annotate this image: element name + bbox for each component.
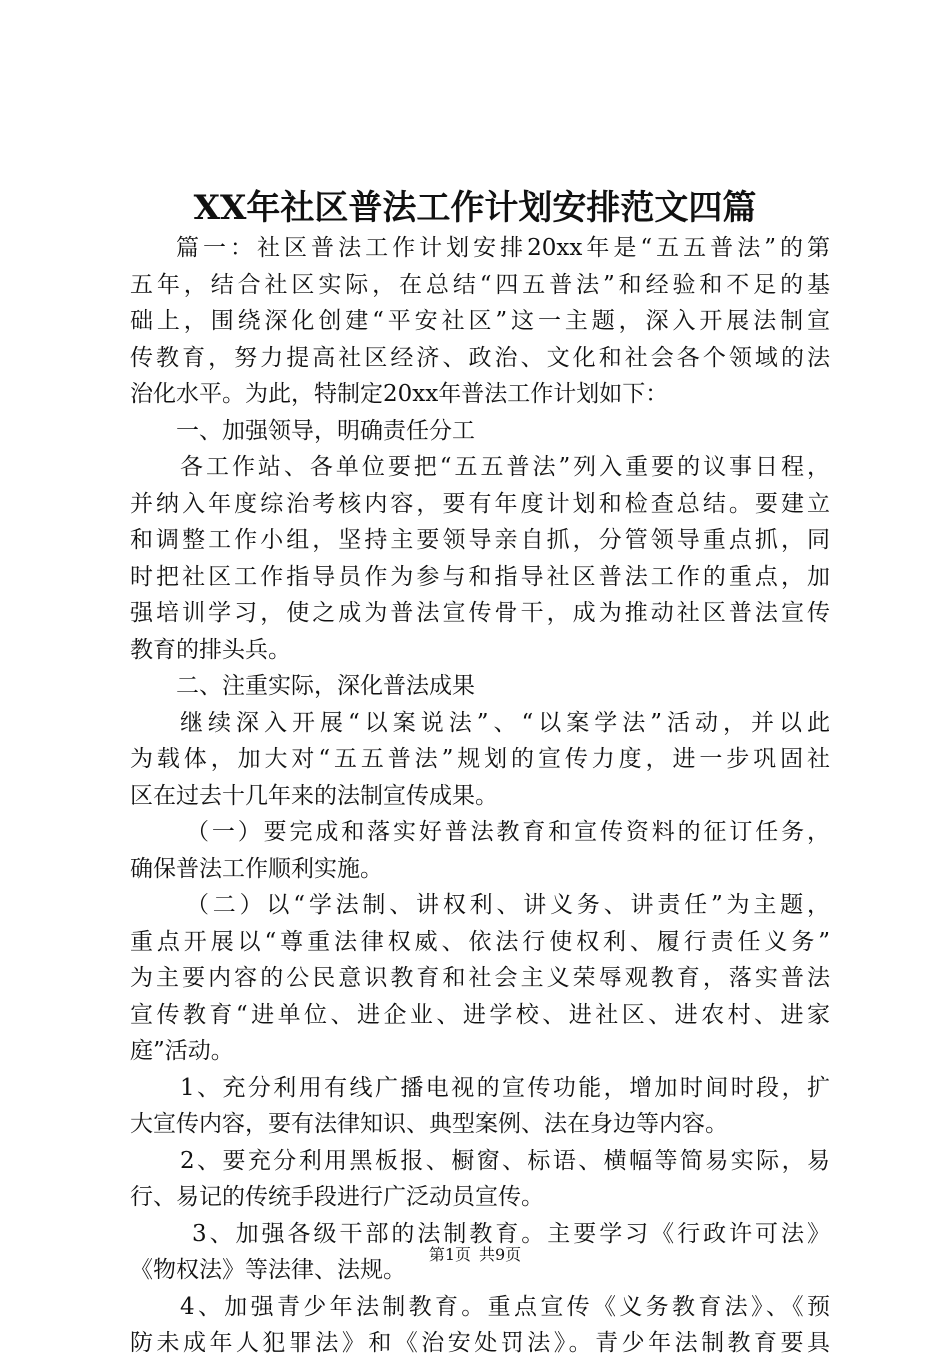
page-number: 第1页: [428, 1245, 471, 1264]
paragraph-line: （二）以“学法制、讲权利、讲义务、讲责任”为主题，: [186, 892, 830, 918]
paragraph-line: 大宣传内容，要有法律知识、典型案例、法在身边等内容。: [130, 1111, 728, 1137]
paragraph-line: 重点开展以“尊重法律权威、依法行使权利、履行责任义务”: [130, 928, 830, 955]
paragraph-line: 继续深入开展“以案说法”、“以案学法”活动，并以此: [180, 709, 830, 736]
paragraph-line: 础上，围绕深化创建“平安社区”这一主题，深入开展法制宣: [130, 308, 830, 334]
paragraph-line: 传教育，努力提高社区经济、政治、文化和社会各个领域的法: [130, 344, 830, 371]
paragraph-line: 宣传教育“进单位、进企业、进学校、进社区、进农村、进家: [130, 1001, 830, 1028]
document-body: [130, 230, 830, 1362]
page-footer: [0, 1243, 950, 1267]
paragraph-line: （一）要完成和落实好普法教育和宣传资料的征订任务，: [186, 819, 830, 845]
paragraph-line: 强培训学习，使之成为普法宣传骨干，成为推动社区普法宣传: [130, 600, 830, 626]
paragraph-line: 1、充分利用有线广播电视的宣传功能，增加时间时段，扩: [180, 1074, 830, 1101]
paragraph-line: 庭”活动。: [130, 1038, 234, 1064]
paragraph-line: 行、易记的传统手段进行广泛动员宣传。: [130, 1184, 544, 1210]
paragraph-line: 时把社区工作指导员作为参与和指导社区普法工作的重点，加: [130, 563, 830, 590]
paragraph-line: 和调整工作小组，坚持主要领导亲自抓，分管领导重点抓，同: [130, 527, 830, 553]
paragraph-line: 《物权法》等法律、法规。: [130, 1257, 406, 1283]
paragraph-line: 教育的排头兵。: [130, 636, 291, 663]
paragraph-line: 为主要内容的公民意识教育和社会主义荣辱观教育，落实普法: [130, 965, 830, 991]
paragraph-line: 2、要充分利用黑板报、橱窗、标语、横幅等简易实际，易: [180, 1147, 830, 1174]
paragraph-line: 五年，结合社区实际，在总结“四五普法”和经验和不足的基: [130, 271, 830, 298]
paragraph-line: 治化水平。为此，特制定20xx年普法工作计划如下：: [130, 381, 669, 407]
paragraph-line: 各工作站、各单位要把“五五普法”列入重要的议事日程，: [180, 454, 830, 480]
paragraph-line: 篇一：社区普法工作计划安排20xx年是“五五普法”的第: [176, 235, 830, 261]
page-title: XX年社区普法工作计划安排范文四篇: [193, 188, 757, 228]
page-total: 共9页: [479, 1245, 522, 1264]
paragraph-line: 为载体，加大对“五五普法”规划的宣传力度，进一步巩固社: [130, 746, 830, 772]
paragraph-line: 区在过去十几年来的法制宣传成果。: [130, 782, 498, 809]
section-heading: 二、注重实际，深化普法成果: [176, 673, 475, 699]
paragraph-line: 3、加强各级干部的法制教育。主要学习《行政许可法》: [192, 1220, 830, 1247]
paragraph-line: 防未成年人犯罪法》和《治安处罚法》。青少年法制教育要具: [130, 1330, 830, 1356]
paragraph-line: 4、加强青少年法制教育。重点宣传《义务教育法》、《预: [180, 1293, 830, 1320]
paragraph-line: 确保普法工作顺利实施。: [130, 855, 383, 882]
section-heading: 一、加强领导，明确责任分工: [176, 417, 475, 444]
paragraph-line: 并纳入年度综治考核内容，要有年度计划和检查总结。要建立: [130, 490, 830, 517]
